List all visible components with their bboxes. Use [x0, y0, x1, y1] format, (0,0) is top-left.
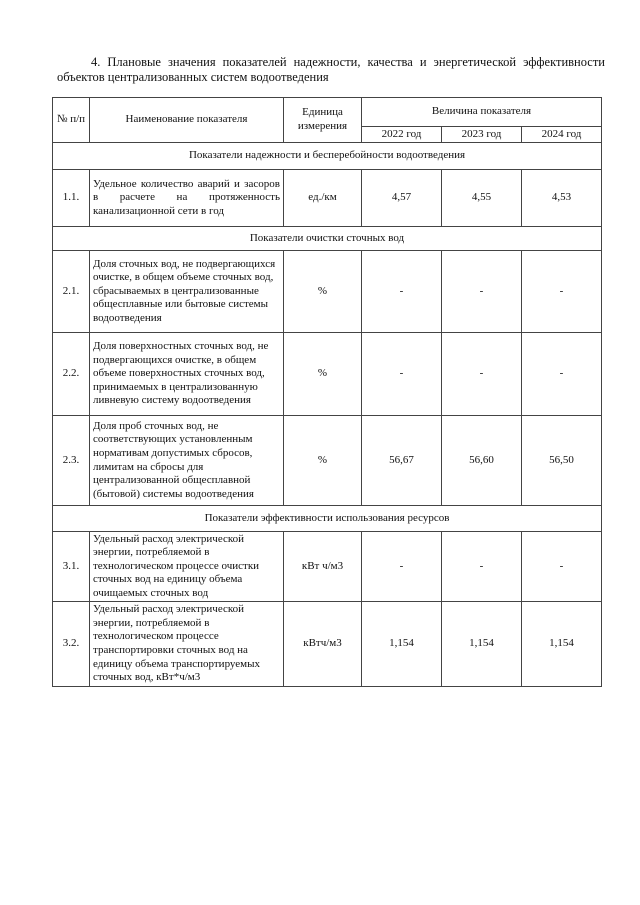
section-row [53, 227, 602, 251]
row-value-2023: 56,60 [442, 416, 522, 506]
row-num: 3.1. [53, 532, 90, 602]
row-unit: кВт ч/м3 [284, 532, 362, 602]
row-value-2024: - [522, 333, 602, 416]
row-name: Удельный расход электрической энергии, потребляемой в технологическом процессе транспортировки сточных вод на единицу объема транспортируемых сточных вод, кВт*ч/м3 [90, 602, 284, 687]
table-row [53, 602, 602, 687]
row-name: Удельное количество аварий и засоров в расчете на протяженность канализационной сети в год [90, 170, 284, 227]
row-unit: кВтч/м3 [284, 602, 362, 687]
row-unit: % [284, 416, 362, 506]
row-num: 2.3. [53, 416, 90, 506]
row-num: 3.2. [53, 602, 90, 687]
row-value-2022: 56,67 [362, 416, 442, 506]
row-name: Доля проб сточных вод, не соответствующих установленным нормативам допустимых сбросов, лимитам на сбросы для централизованной общесплавной (бытовой) системы водоотведения [90, 416, 284, 506]
row-num: 2.2. [53, 333, 90, 416]
section-row [53, 506, 602, 532]
section-title: Показатели очистки сточных вод [53, 227, 602, 251]
row-value-2024: - [522, 532, 602, 602]
header-num: № п/п [53, 98, 90, 143]
table-row [53, 170, 602, 227]
row-value-2022: - [362, 532, 442, 602]
table-row [53, 251, 602, 333]
section-heading: 4. Плановые значения показателей надежности, качества и энергетической эффективности объектов централизованных систем водоотведения [57, 55, 605, 84]
row-value-2024: 4,53 [522, 170, 602, 227]
section-title: Показатели надежности и бесперебойности водоотведения [53, 143, 602, 170]
row-value-2022: 4,57 [362, 170, 442, 227]
row-name: Доля сточных вод, не подвергающихся очистке, в общем объеме сточных вод, сбрасываемых в централизованные общесплавные или бытовые системы водоотведения [90, 251, 284, 333]
indicators-table [52, 97, 602, 687]
row-num: 2.1. [53, 251, 90, 333]
row-value-2022: 1,154 [362, 602, 442, 687]
header-name: Наименование показателя [90, 98, 284, 143]
section-title: Показатели эффективности использования ресурсов [53, 506, 602, 532]
row-value-2022: - [362, 251, 442, 333]
row-value-2024: - [522, 251, 602, 333]
row-name: Удельный расход электрической энергии, потребляемой в технологическом процессе очистки сточных вод на единицу объема очищаемых сточных вод [90, 532, 284, 602]
row-value-2023: - [442, 532, 522, 602]
row-value-2024: 1,154 [522, 602, 602, 687]
row-value-2023: - [442, 333, 522, 416]
header-year-2024: 2024 год [522, 127, 602, 143]
table-row [53, 532, 602, 602]
row-value-2023: 4,55 [442, 170, 522, 227]
row-num: 1.1. [53, 170, 90, 227]
header-row [53, 98, 602, 127]
table-row [53, 333, 602, 416]
row-unit: ед./км [284, 170, 362, 227]
row-unit: % [284, 333, 362, 416]
table-row [53, 416, 602, 506]
header-value-group: Величина показателя [362, 98, 602, 127]
header-year-2022: 2022 год [362, 127, 442, 143]
row-name: Доля поверхностных сточных вод, не подвергающихся очистке, в общем объеме поверхностных сточных вод, принимаемых в централизованную ливневую систему водоотведения [90, 333, 284, 416]
section-row [53, 143, 602, 170]
row-value-2024: 56,50 [522, 416, 602, 506]
row-value-2023: 1,154 [442, 602, 522, 687]
header-year-2023: 2023 год [442, 127, 522, 143]
header-unit: Единица измерения [284, 98, 362, 143]
row-value-2022: - [362, 333, 442, 416]
row-unit: % [284, 251, 362, 333]
row-value-2023: - [442, 251, 522, 333]
